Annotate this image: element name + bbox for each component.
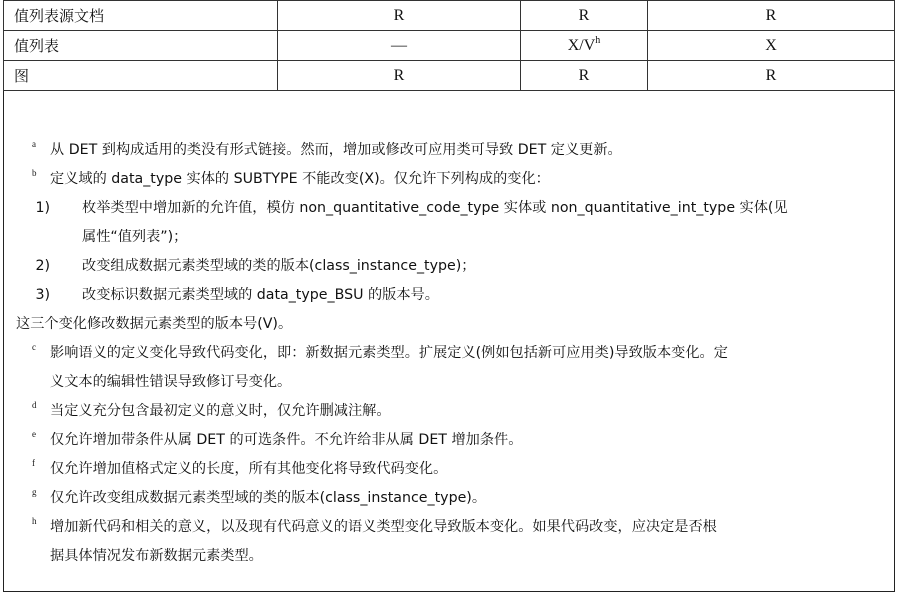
list-text: 枚举类型中增加新的允许值，模仿 non_quantitative_code_type 实体或 non_quantitative_int_type 实体(见 [82, 200, 788, 216]
change-rules-table [3, 0, 895, 91]
table-row [4, 61, 895, 91]
table-cell: R [521, 1, 648, 31]
footnote-marker: d [32, 400, 37, 410]
list-item [16, 194, 886, 223]
footnote-marker: a [32, 139, 36, 149]
list-item [16, 252, 886, 281]
footnote-text: 仅允许改变组成数据元素类型域的类的版本(class_instance_type)。 [50, 490, 487, 506]
footnote-marker: b [32, 168, 37, 178]
footnote-h [16, 513, 886, 542]
footnote-ref: h [595, 34, 601, 46]
table-row [4, 31, 895, 61]
cell-value: X/V [567, 36, 596, 54]
footnote-b-closing: 这三个变化修改数据元素类型的版本号(V)。 [16, 316, 293, 332]
footnote-marker: g [32, 487, 37, 497]
list-text: 改变标识数据元素类型域的 data_type_BSU 的版本号。 [82, 287, 439, 303]
table-cell: R [648, 61, 895, 91]
footnote-text: 从 DET 到构成适用的类没有形式链接。然而，增加或修改可应用类可导致 DET 定义更新。 [50, 142, 622, 158]
table-cell: R [278, 1, 521, 31]
row-label: 值列表 [4, 31, 278, 61]
list-number: 1) [35, 200, 50, 216]
footnote-d [16, 397, 886, 426]
footnote-text: 增加新代码和相关的意义，以及现有代码意义的语义类型变化导致版本变化。如果代码改变，应决定是否根 [50, 519, 717, 535]
footnote-f [16, 455, 886, 484]
row-label: 图 [4, 61, 278, 91]
table-cell: R [648, 1, 895, 31]
footnote-e [16, 426, 886, 455]
footnote-marker: f [32, 458, 35, 468]
row-label: 值列表源文档 [4, 1, 278, 31]
footnote-b [16, 165, 886, 194]
list-item [16, 281, 886, 310]
table-cell [521, 31, 648, 61]
table-cell: R [278, 61, 521, 91]
list-number: 3) [35, 287, 50, 303]
footnote-text-continuation: 义文本的编辑性错误导致修订号变化。 [50, 374, 292, 390]
footnote-g [16, 484, 886, 513]
table-row [4, 1, 895, 31]
footnote-c [16, 339, 886, 368]
list-number: 2) [35, 258, 50, 274]
table-cell: — [278, 31, 521, 61]
footnote-marker: h [32, 516, 37, 526]
footnote-text: 影响语义的定义变化导致代码变化，即：新数据元素类型。扩展定义(例如包括新可应用类)导致版本变化。定 [50, 345, 728, 361]
list-text: 改变组成数据元素类型域的类的版本(class_instance_type)； [82, 258, 476, 274]
footnote-marker: e [32, 429, 36, 439]
list-text-continuation: 属性“值列表”)； [82, 229, 188, 245]
footnote-text: 仅允许增加值格式定义的长度，所有其他变化将导致代码变化。 [50, 461, 448, 477]
footnote-text: 仅允许增加带条件从属 DET 的可选条件。不允许给非从属 DET 增加条件。 [50, 432, 523, 448]
table-cell: X [648, 31, 895, 61]
footnote-marker: c [32, 342, 36, 352]
footnote-text: 当定义充分包含最初定义的意义时，仅允许删减注解。 [50, 403, 391, 419]
footnotes [16, 136, 886, 571]
table-cell: R [521, 61, 648, 91]
footnote-a [16, 136, 886, 165]
footnote-text: 定义域的 data_type 实体的 SUBTYPE 不能改变(X)。仅允许下列构成的变化： [50, 171, 550, 187]
footnote-text-continuation: 据具体情况发布新数据元素类型。 [50, 548, 263, 564]
